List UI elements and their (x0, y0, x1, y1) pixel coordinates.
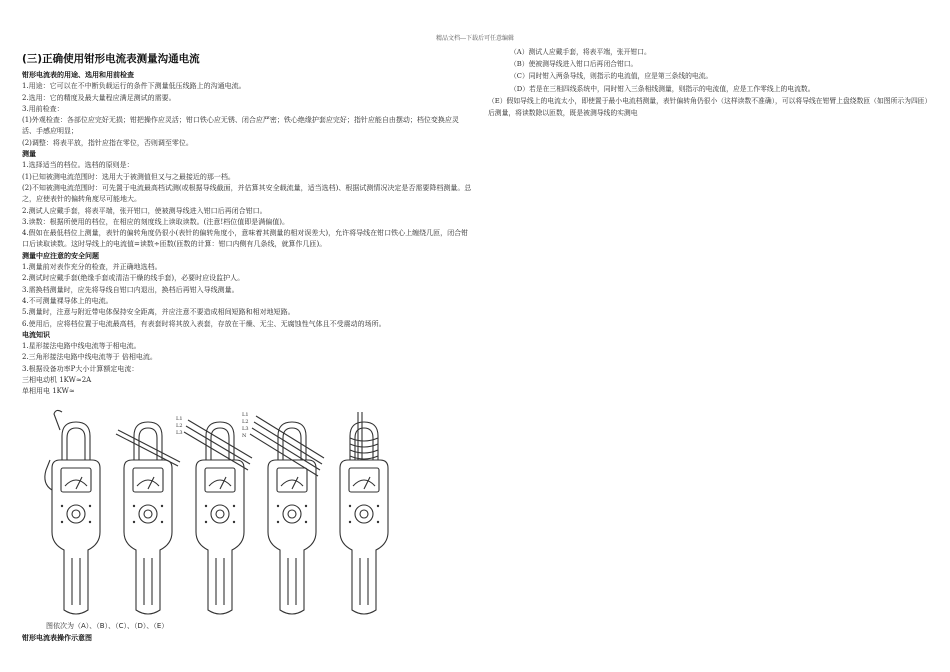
section-heading-safety: 测量中应注意的安全问题 (22, 251, 99, 260)
wire-label: L3 (242, 426, 249, 432)
page-header: 精品文档---下载后可任意编辑 (435, 35, 515, 42)
paragraph: 4.假如在最低档位上测量，表针的偏转角度仍很小(表针的偏转角度小，意味着其测量的相对误差大)，允许将导线在钳口铁心上缠绕几匝，闭合钳口后读取读数。这时导线上的电流值=读数÷匝数(匝数的计算：钳口内侧有几条线，就算作几匝)。 (22, 229, 469, 249)
illustration-c (176, 416, 252, 614)
paragraph: 三相电动机 1KW≈2A (22, 376, 92, 385)
right-column (478, 46, 928, 119)
doc-title: (三)正确使用钳形电流表测量沟通电流 (22, 53, 200, 65)
paragraph: 4.不可测量裸导体上的电流。 (22, 296, 113, 305)
section-heading-usage: 钳形电流表的用途、选用和用前检查 (22, 71, 134, 79)
paragraph: 单相用电 1KW≈ (22, 387, 75, 396)
paragraph: 1.用途：它可以在不中断负载运行的条件下测量低压线路上的沟通电流。 (22, 82, 246, 91)
paragraph: 3.需换档测量时，应先将导线自钳口内退出，换档后再钳入导线测量。 (22, 285, 239, 294)
step-d: （D）若是在三相四线系统中，同时钳入三条相线测量，则指示的电流值，应是工作零线上的电流数。 (510, 84, 815, 93)
paragraph: 3.用前检查： (22, 104, 64, 113)
step-a: （A）测试人应戴手套，将表平端，张开钳口。 (510, 48, 651, 56)
wire-label: L2 (176, 423, 183, 429)
paragraph: 1.星形接法电路中线电流等于相电流。 (22, 342, 141, 351)
paragraph: 3.根据设备功率P大小计算额定电流： (22, 364, 139, 373)
figure-caption: 图依次为（A）、（B）、（C）、（D）、（E） (46, 622, 169, 630)
paragraph: 2.测试时应戴手套(绝缘手套或清洁干燥的线手套)，必要时应设监护人。 (22, 274, 245, 283)
wire-label: L1 (176, 416, 183, 422)
figure-title: 钳形电流表操作示意图 (22, 634, 92, 642)
paragraph: 2.三角形接法电路中线电流等于 倍相电流。 (22, 353, 157, 362)
illustration-a (45, 410, 100, 614)
wire-label: N (242, 433, 247, 439)
wire-label: L3 (176, 430, 183, 436)
paragraph: 2.测试人应戴手套，将表平端，张开钳口，使被测导线进入钳口后再闭合钳口。 (22, 206, 267, 215)
wire-label: L2 (242, 419, 249, 425)
illustration-b (116, 422, 180, 614)
paragraph: (2)不知被测电流范围时：可先置于电流最高档试测(或根据导线截面，并估算其安全载流量，适当选档)、根据试测情况决定是否需要降档测量。总之，应使表针的偏转角度尽可能地大。 (22, 183, 472, 204)
paragraph: (2)调整：将表平放，指针应指在零位，否则调至零位。 (22, 138, 193, 147)
paragraph: (1)已知被测电流范围时：选用大于被测值但又与之最接近的那一档。 (22, 172, 235, 181)
section-heading-current: 电流知识 (22, 330, 50, 339)
paragraph: 5.测量时，注意与附近带电体保持安全距离，并应注意不要造成相间短路和相对地短路。 (22, 308, 295, 317)
clamp-meter-illustrations (36, 412, 406, 620)
step-b: （B）使被测导线进入钳口后再闭合钳口。 (510, 60, 638, 69)
paragraph: 1.测量前对表作充分的检查，并正确地选档。 (22, 263, 162, 272)
paragraph: 3.读数：根据所使用的档位，在相应的刻度线上读取读数。(注意!档位值即是满偏值)。 (22, 217, 289, 226)
step-c: （C）同时钳入两条导线，则指示的电流值，应是第三条线的电流。 (510, 72, 713, 81)
wire-label: L1 (242, 412, 249, 418)
paragraph: 6.使用后，应将档位置于电流最高档，有表套时将其放入表套，存放在干燥、无尘、无腐蚀性气体且不受震动的场所。 (22, 319, 386, 328)
section-heading-measure: 测量 (22, 150, 36, 159)
paragraph: 2.选用：它的精度及最大量程应满足测试的需要。 (22, 93, 176, 102)
illustration-e (340, 412, 388, 614)
paragraph: 1.选择适当的档位。选档的原则是： (22, 161, 134, 170)
step-e: （E）假如导线上的电流太小，即使置于最小电流档测量，表针偏转角仍很小（这样读数不准确），可以将导线在钳臂上盘绕数匝（如图所示为四匝）后测量，将读数除以匝数，既是被测导线的实测电 (488, 96, 928, 118)
left-column (22, 52, 472, 398)
illustration-d (242, 412, 324, 614)
paragraph: (1)外观检查：各部位应完好无损；钳把操作应灵活；钳口铁心应无锈、闭合应严密；铁心绝缘护套应完好；指针应能自由摆动；档位变换应灵活、手感应明显； (22, 116, 459, 136)
